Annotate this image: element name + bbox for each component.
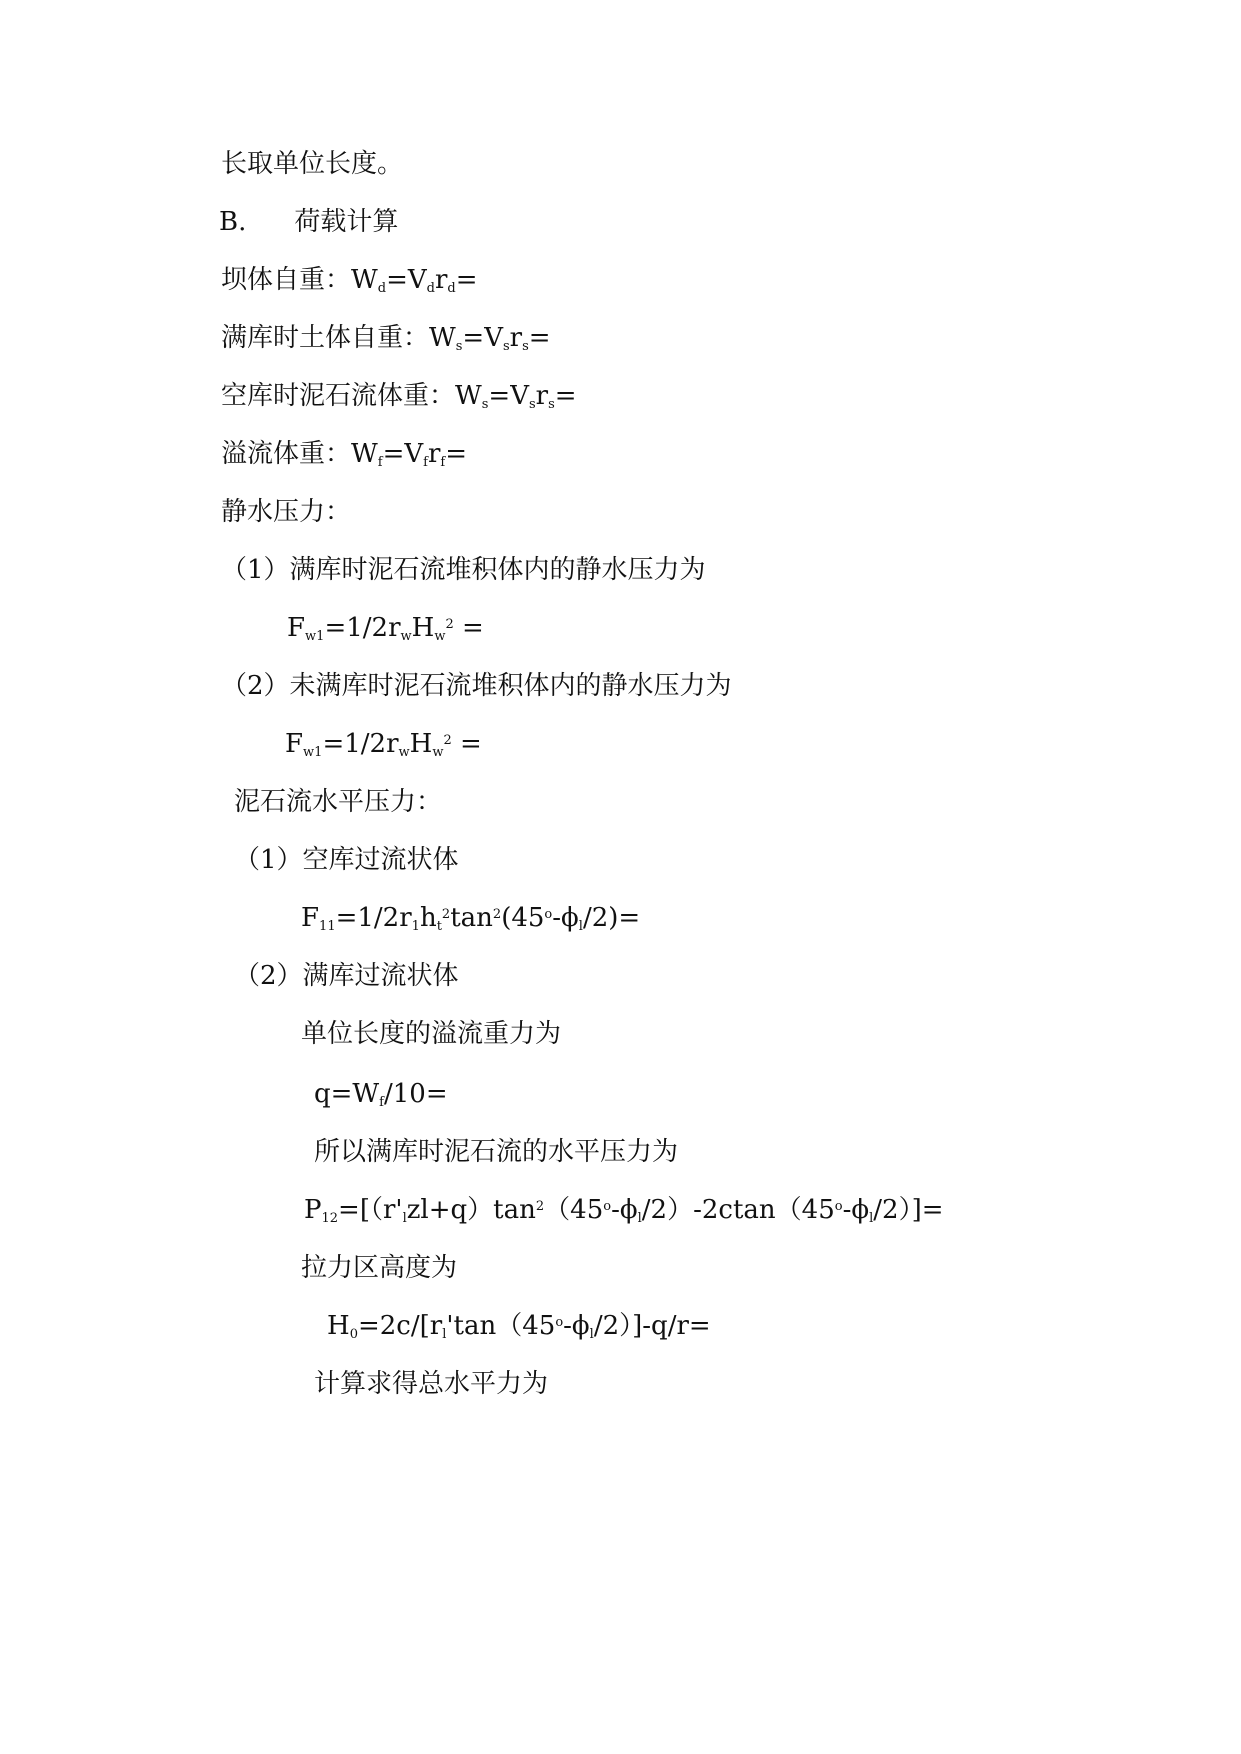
line-unit-length: 长取单位长度。 — [221, 149, 404, 179]
section-title: 荷载计算 — [294, 207, 399, 237]
line-full-horizontal-pressure: 所以满库时泥石流的水平压力为 — [314, 1137, 679, 1167]
line-full-overflow-state: （2）满库过流状体 — [234, 961, 459, 991]
label-text: 满库时土体自重： — [221, 323, 430, 353]
label-text: 空库时泥石流体重： — [221, 381, 456, 411]
section-label: B. — [219, 207, 247, 237]
line-hydrostatic-pressure: 静水压力： — [221, 497, 352, 527]
formula-f11: $F_{11}=1/2r_1h_t^2\tan^2(45^o-\phi_l/2)=$ — [301, 903, 641, 934]
line-full-soil-weight — [221, 321, 551, 355]
line-total-horizontal-force: 计算求得总水平力为 — [314, 1369, 549, 1399]
formula-wd: $W_d=V_dr_d=$ — [351, 265, 478, 296]
line-unit-overflow-gravity: 单位长度的溢流重力为 — [301, 1019, 562, 1049]
line-overflow-weight — [221, 437, 467, 471]
formula-q: $q=W_f/10=$ — [314, 1079, 448, 1110]
label-text: 溢流体重： — [221, 439, 352, 469]
formula-fw1-full: $F_{w1}=1/2r_wH_w^2$ = — [287, 613, 484, 644]
formula-ws-full: $W_s=V_sr_s=$ — [429, 323, 551, 354]
line-hydrostatic-not-full: （2）未满库时泥石流堆积体内的静水压力为 — [221, 671, 732, 701]
line-empty-overflow-state: （1）空库过流状体 — [234, 845, 459, 875]
formula-ws-empty: $W_s=V_sr_s=$ — [455, 381, 577, 412]
formula-p12: $P_{12}=[(r'_lzl+q)\tan^2(45^o-\phi_l/2)-2ctan(45^o-\phi_l/2)]=$ — [304, 1195, 944, 1226]
label-text: 坝体自重： — [221, 265, 352, 295]
line-debris-horizontal-pressure: 泥石流水平压力： — [234, 787, 443, 817]
formula-wf: $W_f=V_fr_f=$ — [351, 439, 467, 470]
line-tension-zone-height: 拉力区高度为 — [301, 1253, 458, 1283]
formula-h0: $H_0=2c/[r_l'\tan(45^o-\phi_l/2)]-q/r=$ — [327, 1311, 711, 1342]
line-empty-debris-weight — [221, 379, 577, 413]
line-hydrostatic-full: （1）满库时泥石流堆积体内的静水压力为 — [221, 555, 706, 585]
section-heading-load-calculation — [219, 205, 398, 239]
formula-fw1-not-full: $F_{w1}=1/2r_wH_w^2$ = — [285, 729, 482, 760]
line-dam-self-weight — [221, 263, 478, 297]
